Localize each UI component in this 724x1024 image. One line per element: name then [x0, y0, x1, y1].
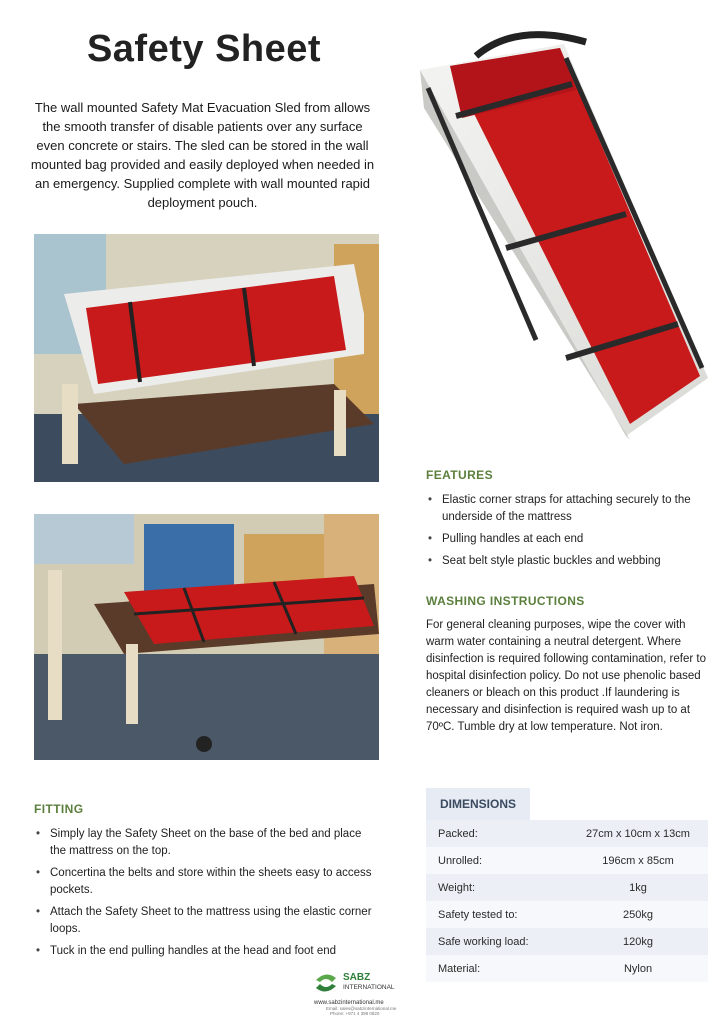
row-label: Weight: [438, 881, 476, 894]
list-item: • Concertina the belts and store within the sheets easy to access pockets. [34, 865, 379, 899]
features-list [426, 492, 708, 570]
row-label: Material: [438, 962, 481, 975]
features-heading: FEATURES [426, 468, 493, 482]
row-label: Packed: [438, 827, 478, 840]
table-row [426, 874, 708, 901]
list-item: • Elastic corner straps for attaching securely to the underside of the mattress [426, 492, 708, 526]
list-item: • Simply lay the Safety Sheet on the base of the bed and place the mattress on the top. [34, 826, 379, 860]
fitting-heading: FITTING [34, 802, 84, 816]
bed-photo-flat-sheet [34, 514, 379, 760]
table-row [426, 901, 708, 928]
product-photo-mattress [416, 28, 708, 440]
intro-paragraph: The wall mounted Safety Mat Evacuation Sled from allows the smooth transfer of disable patients over any surface even concrete or stairs. The sled can be stored in the wall mounted bag provided and easily deployed when needed in an emergency. Supplied complete with wall mounted rapid deployment pouch. [30, 100, 375, 210]
dimensions-table [426, 788, 708, 982]
dimensions-rows [426, 820, 708, 982]
table-row [426, 847, 708, 874]
list-item: • Attach the Safety Sheet to the mattress using the elastic corner loops. [34, 904, 379, 938]
list-item: • Tuck in the end pulling handles at the head and foot end [34, 943, 379, 960]
row-value: Nylon [623, 962, 653, 975]
row-value: 27cm x 10cm x 13cm [586, 827, 690, 840]
table-row [426, 955, 708, 982]
washing-heading: WASHING INSTRUCTIONS [426, 594, 585, 608]
table-row [426, 820, 708, 847]
row-value: 120kg [623, 935, 653, 948]
washing-text: For general cleaning purposes, wipe the cover with warm water containing a neutral detergent. Where disinfection is required following contamination, refer to hospital disinfection policy. Do not use phenolic based cleaners or bleach on this product .If laundering is necessary and disinfection is required wash up to at 70ºC. Tumble dry at low temperature. Not iron. [426, 619, 706, 733]
row-label: Unrolled: [438, 854, 483, 867]
row-label: Safety tested to: [438, 908, 518, 921]
sabz-logo-icon [312, 970, 340, 996]
logo-sub: INTERNATIONAL [343, 984, 395, 991]
logo-email: Email: sales@sabzinternational.me [326, 1006, 397, 1011]
fitting-list [34, 826, 379, 960]
row-value: 196cm x 85cm [602, 854, 674, 867]
logo-website: www.sabzinternational.me [314, 1000, 384, 1006]
bed-photo-folded-sheet [34, 234, 379, 482]
row-value: 250kg [623, 908, 653, 921]
row-value: 1kg [629, 881, 647, 894]
list-item: • Seat belt style plastic buckles and webbing [426, 553, 708, 570]
list-item: • Pulling handles at each end [426, 531, 708, 548]
table-row [426, 928, 708, 955]
row-label: Safe working load: [438, 935, 529, 948]
page-title: Safety Sheet [86, 28, 322, 70]
company-logo [312, 970, 432, 1016]
logo-brand: SABZ [343, 972, 371, 983]
logo-phone: Phone: +971 4 398 0820 [330, 1011, 380, 1016]
dimensions-heading: DIMENSIONS [426, 788, 530, 820]
